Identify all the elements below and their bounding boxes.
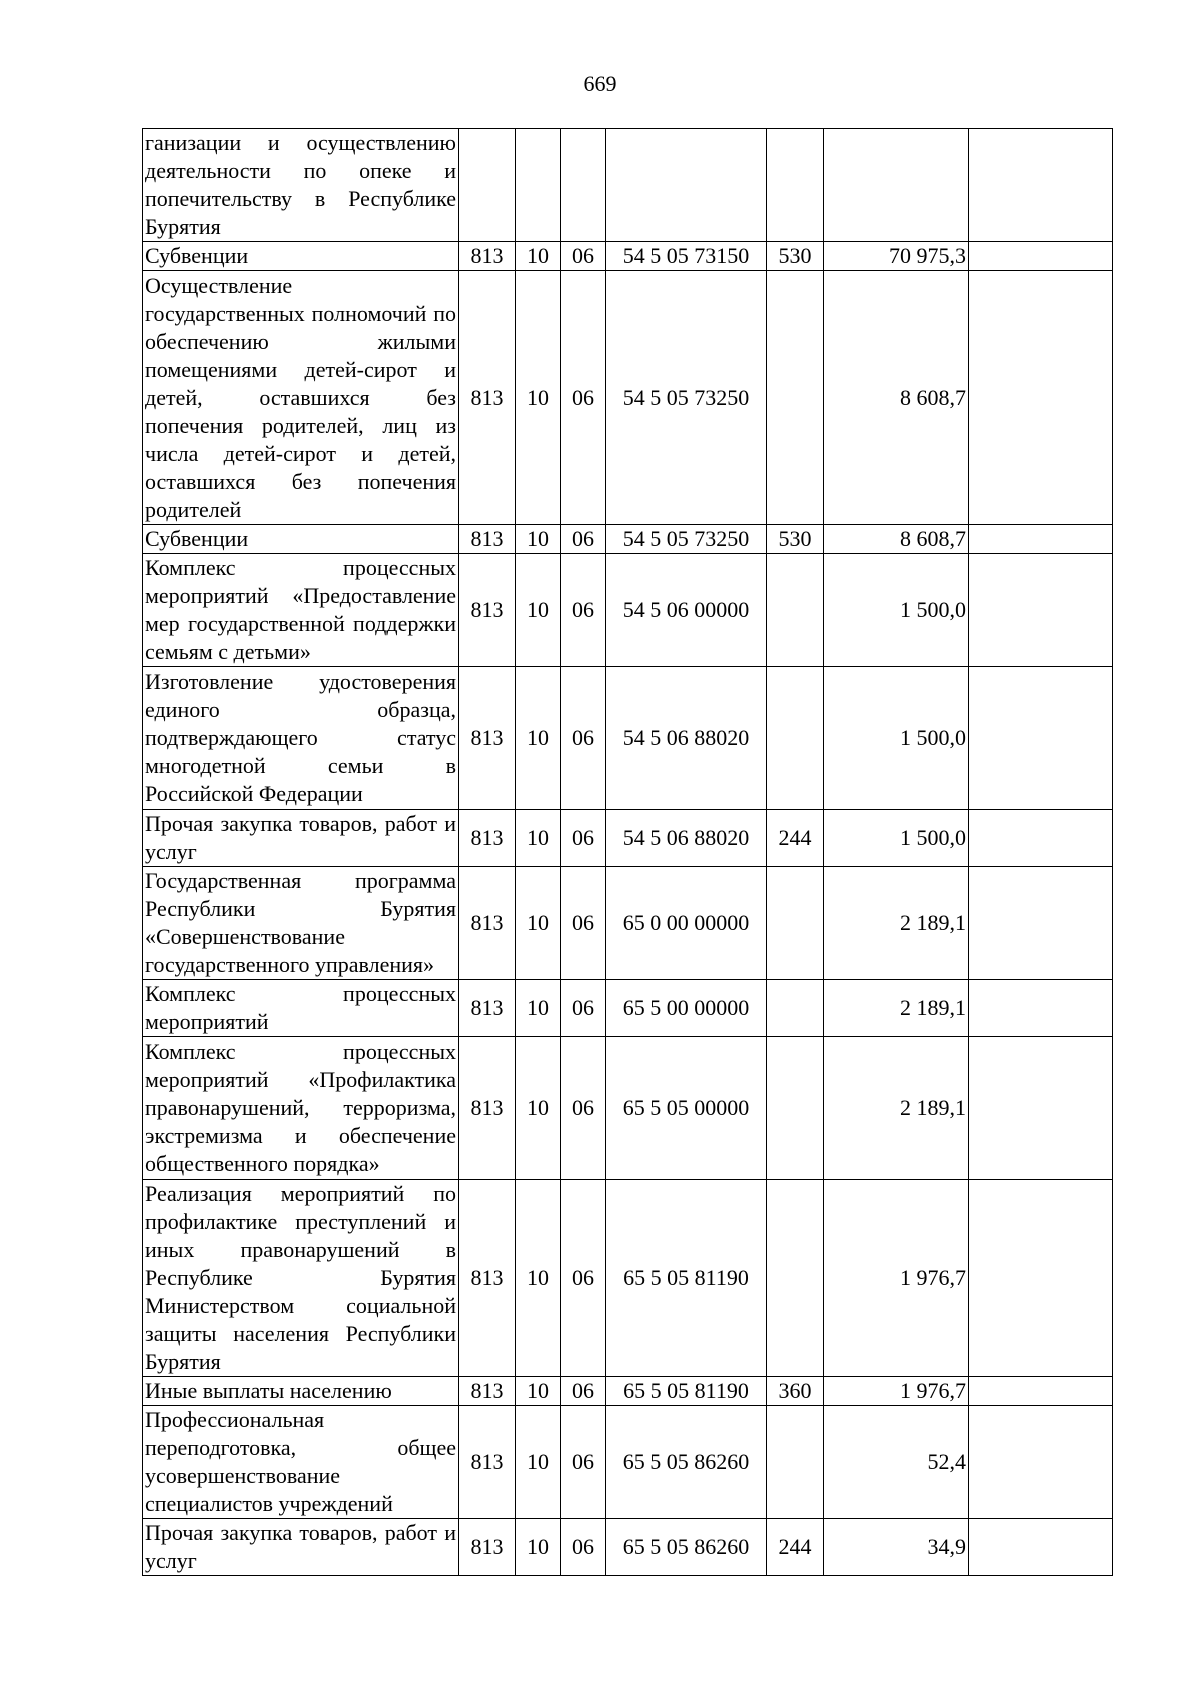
- expense-type-cell: 530: [767, 242, 824, 271]
- extra-cell: [969, 1377, 1113, 1406]
- amount-cell: [824, 129, 969, 242]
- subsection-cell: 06: [561, 1377, 606, 1406]
- row-name-cell: Государственная программа Республики Бурятия «Совершенствование государственного управления»: [143, 867, 459, 980]
- extra-cell: [969, 980, 1113, 1037]
- target-article-cell: 65 0 00 00000: [606, 867, 767, 980]
- table-row: [143, 980, 1113, 1037]
- extra-cell: [969, 867, 1113, 980]
- section-cell: 10: [516, 1180, 561, 1377]
- section-cell: 10: [516, 667, 561, 810]
- grbs-cell: 813: [459, 667, 516, 810]
- grbs-cell: 813: [459, 1406, 516, 1519]
- subsection-cell: 06: [561, 242, 606, 271]
- extra-cell: [969, 667, 1113, 810]
- row-name-cell: Профессиональная переподготовка, общее усовершенствование специалистов учреждений: [143, 1406, 459, 1519]
- budget-table: [142, 128, 1113, 1576]
- expense-type-cell: [767, 1037, 824, 1180]
- row-name-cell: ганизации и осуществлению деятельности по опеке и попечительству в Республике Бурятия: [143, 129, 459, 242]
- table-row: [143, 810, 1113, 867]
- target-article-cell: 54 5 06 88020: [606, 810, 767, 867]
- row-name-cell: Прочая закупка товаров, работ и услуг: [143, 810, 459, 867]
- grbs-cell: 813: [459, 525, 516, 554]
- amount-cell: 8 608,7: [824, 271, 969, 525]
- extra-cell: [969, 525, 1113, 554]
- extra-cell: [969, 271, 1113, 525]
- subsection-cell: 06: [561, 1037, 606, 1180]
- subsection-cell: 06: [561, 554, 606, 667]
- section-cell: 10: [516, 867, 561, 980]
- row-name-cell: Реализация мероприятий по профилактике преступлений и иных правонарушений в Республике Бурятия Министерством социальной защиты населения Республики Бурятия: [143, 1180, 459, 1377]
- target-article-cell: 65 5 05 81190: [606, 1377, 767, 1406]
- target-article-cell: 54 5 05 73250: [606, 525, 767, 554]
- extra-cell: [969, 129, 1113, 242]
- table-row: [143, 1180, 1113, 1377]
- row-name-cell: Прочая закупка товаров, работ и услуг: [143, 1519, 459, 1576]
- amount-cell: 34,9: [824, 1519, 969, 1576]
- row-name-cell: Комплекс процессных мероприятий «Профилактика правонарушений, терроризма, экстремизма и обеспечение общественного порядка»: [143, 1037, 459, 1180]
- table-row: [143, 867, 1113, 980]
- subsection-cell: 06: [561, 1180, 606, 1377]
- amount-cell: 1 976,7: [824, 1180, 969, 1377]
- subsection-cell: 06: [561, 810, 606, 867]
- row-name-cell: Осуществление государственных полномочий по обеспечению жилыми помещениями детей-сирот и детей, оставшихся без попечения родителей, лиц из числа детей-сирот и детей, оставшихся без попечения родителей: [143, 271, 459, 525]
- grbs-cell: 813: [459, 810, 516, 867]
- extra-cell: [969, 1519, 1113, 1576]
- amount-cell: 52,4: [824, 1406, 969, 1519]
- section-cell: 10: [516, 1037, 561, 1180]
- target-article-cell: 65 5 05 86260: [606, 1406, 767, 1519]
- section-cell: 10: [516, 242, 561, 271]
- grbs-cell: 813: [459, 867, 516, 980]
- target-article-cell: 54 5 06 88020: [606, 667, 767, 810]
- extra-cell: [969, 810, 1113, 867]
- amount-cell: 2 189,1: [824, 1037, 969, 1180]
- subsection-cell: 06: [561, 667, 606, 810]
- section-cell: 10: [516, 1406, 561, 1519]
- table-row: [143, 271, 1113, 525]
- target-article-cell: 65 5 00 00000: [606, 980, 767, 1037]
- section-cell: 10: [516, 525, 561, 554]
- row-name-cell: Комплекс процессных мероприятий: [143, 980, 459, 1037]
- grbs-cell: 813: [459, 1377, 516, 1406]
- amount-cell: 70 975,3: [824, 242, 969, 271]
- target-article-cell: 54 5 05 73150: [606, 242, 767, 271]
- amount-cell: 1 500,0: [824, 810, 969, 867]
- expense-type-cell: [767, 271, 824, 525]
- grbs-cell: 813: [459, 271, 516, 525]
- expense-type-cell: [767, 980, 824, 1037]
- target-article-cell: 54 5 06 00000: [606, 554, 767, 667]
- grbs-cell: 813: [459, 980, 516, 1037]
- amount-cell: 1 500,0: [824, 667, 969, 810]
- section-cell: 10: [516, 1377, 561, 1406]
- subsection-cell: 06: [561, 1406, 606, 1519]
- grbs-cell: [459, 129, 516, 242]
- target-article-cell: 65 5 05 81190: [606, 1180, 767, 1377]
- section-cell: 10: [516, 810, 561, 867]
- amount-cell: 2 189,1: [824, 980, 969, 1037]
- section-cell: 10: [516, 980, 561, 1037]
- row-name-cell: Изготовление удостоверения единого образца, подтверждающего статус многодетной семьи в Российской Федерации: [143, 667, 459, 810]
- table-row: [143, 667, 1113, 810]
- grbs-cell: 813: [459, 1180, 516, 1377]
- table-row: [143, 129, 1113, 242]
- expense-type-cell: 244: [767, 1519, 824, 1576]
- section-cell: 10: [516, 1519, 561, 1576]
- table-row: [143, 525, 1113, 554]
- subsection-cell: [561, 129, 606, 242]
- extra-cell: [969, 242, 1113, 271]
- subsection-cell: 06: [561, 867, 606, 980]
- expense-type-cell: 244: [767, 810, 824, 867]
- extra-cell: [969, 1180, 1113, 1377]
- grbs-cell: 813: [459, 1037, 516, 1180]
- table-row: [143, 1037, 1113, 1180]
- expense-type-cell: [767, 554, 824, 667]
- subsection-cell: 06: [561, 1519, 606, 1576]
- amount-cell: 8 608,7: [824, 525, 969, 554]
- expense-type-cell: [767, 1406, 824, 1519]
- target-article-cell: 65 5 05 00000: [606, 1037, 767, 1180]
- table-row: [143, 554, 1113, 667]
- subsection-cell: 06: [561, 525, 606, 554]
- grbs-cell: 813: [459, 1519, 516, 1576]
- amount-cell: 1 500,0: [824, 554, 969, 667]
- subsection-cell: 06: [561, 980, 606, 1037]
- row-name-cell: Субвенции: [143, 525, 459, 554]
- amount-cell: 2 189,1: [824, 867, 969, 980]
- row-name-cell: Иные выплаты населению: [143, 1377, 459, 1406]
- expense-type-cell: [767, 1180, 824, 1377]
- table-body: [143, 129, 1113, 1576]
- target-article-cell: 65 5 05 86260: [606, 1519, 767, 1576]
- table-row: [143, 1406, 1113, 1519]
- subsection-cell: 06: [561, 271, 606, 525]
- expense-type-cell: [767, 129, 824, 242]
- extra-cell: [969, 1037, 1113, 1180]
- expense-type-cell: [767, 867, 824, 980]
- target-article-cell: 54 5 05 73250: [606, 271, 767, 525]
- expense-type-cell: 530: [767, 525, 824, 554]
- row-name-cell: Комплекс процессных мероприятий «Предоставление мер государственной поддержки семьям с детьми»: [143, 554, 459, 667]
- section-cell: 10: [516, 554, 561, 667]
- table-row: [143, 242, 1113, 271]
- grbs-cell: 813: [459, 242, 516, 271]
- section-cell: [516, 129, 561, 242]
- table-row: [143, 1377, 1113, 1406]
- amount-cell: 1 976,7: [824, 1377, 969, 1406]
- extra-cell: [969, 1406, 1113, 1519]
- row-name-cell: Субвенции: [143, 242, 459, 271]
- expense-type-cell: [767, 667, 824, 810]
- target-article-cell: [606, 129, 767, 242]
- extra-cell: [969, 554, 1113, 667]
- page-number: 669: [583, 71, 617, 96]
- table-row: [143, 1519, 1113, 1576]
- section-cell: 10: [516, 271, 561, 525]
- expense-type-cell: 360: [767, 1377, 824, 1406]
- grbs-cell: 813: [459, 554, 516, 667]
